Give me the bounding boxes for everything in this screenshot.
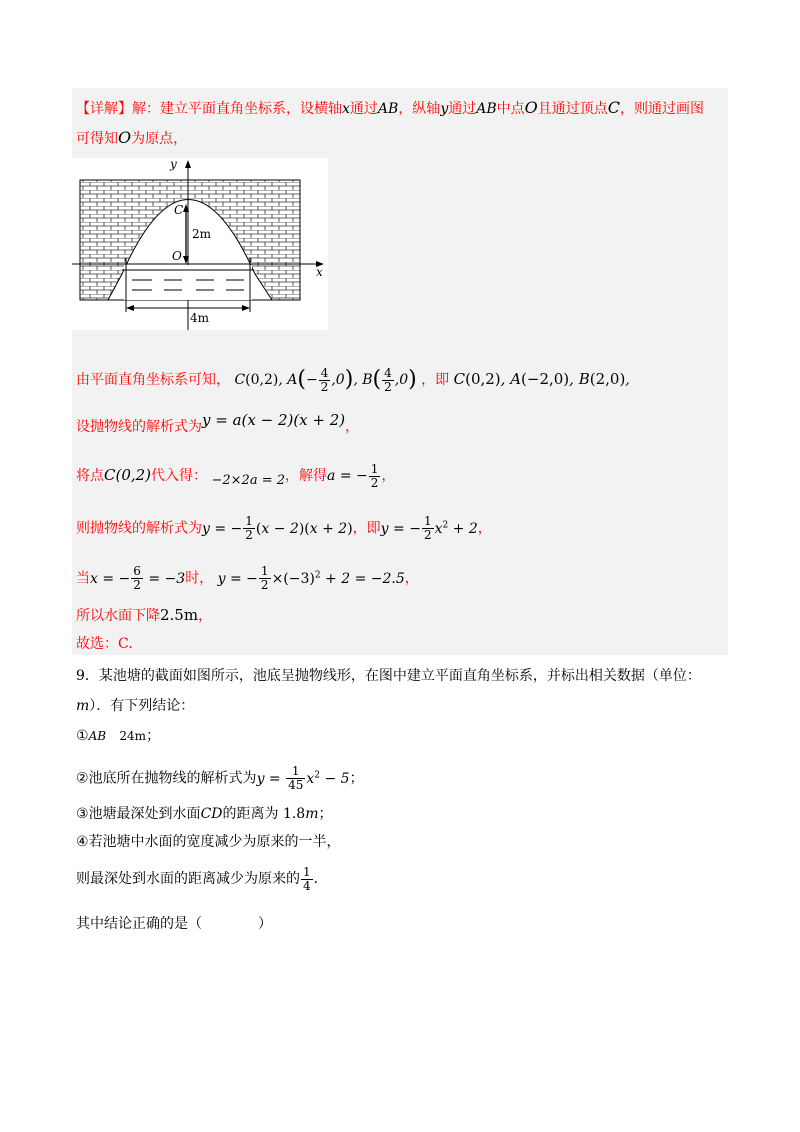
- intro-text-a: 解：建立平面直角坐标系，设横轴: [132, 101, 342, 117]
- conclusion-3: [76, 804, 333, 824]
- step2-text: 设抛物线的解析式为: [76, 419, 202, 435]
- conclusion-2: [76, 758, 364, 796]
- conclusion-1-ab: AB: [88, 729, 107, 743]
- step3-equation: −2×2a = 2: [211, 473, 286, 488]
- step1-coords-frac: C(0,2), A(− $\frac{4}{2}$ ,0), B( $\frac{4}{2}$ ,0): [234, 365, 417, 394]
- vertex-label: C: [174, 203, 184, 217]
- step3-text: 将点: [76, 468, 104, 484]
- y-symbol: y: [440, 101, 449, 117]
- step2-tail: ，: [345, 419, 360, 435]
- intro2-text-b: 为原点，: [131, 131, 188, 147]
- solution-step6: [76, 605, 212, 626]
- conclusion-4b-tail: ．: [313, 871, 328, 887]
- step4-mid: ，即: [352, 520, 381, 537]
- step1-tail: ，即: [421, 372, 450, 388]
- step4-formula: y = − $\frac{1}{2}$ (x − 2)(x + 2): [202, 514, 353, 543]
- intro-text-e: 中点: [496, 101, 525, 117]
- question-line1: 9．某池塘的截面如图所示，池底呈抛物线形，在图中建立平面直角坐标系，并标出相关数据（单位：: [76, 668, 701, 684]
- conclusion-3-text-a: 池塘最深处到水面: [88, 806, 201, 822]
- conclusion-2-text: 池底所在抛物线的解析式为: [88, 770, 257, 787]
- conclusion-3-tail: ；: [318, 806, 333, 822]
- conclusion-3-text-b: 的距离为 1.8: [222, 806, 306, 822]
- step4-text: 则抛物线的解析式为: [76, 520, 202, 537]
- y-axis-label: y: [170, 158, 177, 171]
- conclusion-2-tail: ；: [349, 770, 364, 787]
- bridge-figure: [72, 158, 328, 330]
- step5-mid: 时，: [185, 570, 214, 587]
- step5-tail: ，: [404, 570, 419, 587]
- conclusion-4-number: ④: [76, 834, 89, 850]
- conclusion-3-number: ③: [76, 806, 89, 822]
- step3-mid: 代入得：: [151, 468, 208, 484]
- conclusion-4b-text: 则最深处到水面的距离减少为原来的: [76, 871, 300, 887]
- conclusion-4-continued: [76, 862, 328, 896]
- conclusion-3-cd: CD: [200, 806, 223, 822]
- intro2-text-a: 可得知: [76, 131, 118, 147]
- conclusion-2-number: ②: [76, 770, 89, 787]
- step1-coords: C(0,2), A(−2,0), B(2,0): [453, 370, 626, 388]
- intro-text-f: 且通过顶点: [537, 101, 608, 117]
- step4-tail: ，: [477, 520, 492, 537]
- step5-text: 当: [76, 570, 90, 587]
- step6-tail: ，: [198, 608, 213, 624]
- step3-tail: ，: [381, 468, 396, 484]
- o-symbol: O: [524, 98, 538, 117]
- ab-symbol: AB: [377, 101, 399, 117]
- conclusion-1-tail: ；: [146, 728, 161, 744]
- origin-label: O: [172, 249, 182, 263]
- bridge-diagram: [72, 158, 328, 330]
- conclusion-3-unit: m: [305, 806, 319, 822]
- conclusion-1-number: ①: [76, 728, 89, 744]
- step6-text: 所以水面下降: [76, 608, 160, 624]
- conclusion-4b-frac: $\frac{1}{4}$: [303, 864, 311, 893]
- conclusion-2-formula: y = $\frac{1}{45}$ $x^2 - 5$: [256, 764, 350, 793]
- x-axis-label: x: [316, 265, 323, 279]
- question-prompt: 其中结论正确的是（ ）: [76, 916, 272, 932]
- conclusion-1: [76, 726, 160, 746]
- conclusion-4: [76, 832, 341, 852]
- step4-formula-expanded: y = − $\frac{1}{2}$ $x^2 + 2$: [380, 514, 478, 543]
- solution-tag: 【详解】: [76, 101, 132, 117]
- step6-value: 2.5m: [160, 606, 199, 624]
- conclusion-4-text: 若池塘中水面的宽度减少为原来的一半，: [88, 834, 341, 850]
- step3-point: C(0,2): [104, 466, 152, 484]
- solution-step7: 故选：C.: [76, 636, 133, 652]
- step1-text: 由平面直角坐标系可知，: [76, 372, 230, 388]
- solution-step5: [76, 558, 419, 596]
- step3-a-frac: $\frac{1}{2}$: [370, 461, 379, 490]
- step2-formula: y = a(x − 2)(x + 2): [202, 411, 346, 429]
- solution-step1: 由平面直角坐标系可知， C(0,2), A(− $\frac{4}{2}$ ,0), B( $\frac{4}{2}$ ,0) ，即 C(0,2), A(−2,0), B(2,0),: [76, 365, 630, 394]
- unit-m: m: [76, 698, 90, 714]
- x-symbol: x: [342, 101, 350, 117]
- question-line2: [76, 696, 194, 716]
- step5-y-value: y = − $\frac{1}{2}$ $\times(-3)^2 + 2 = -2.5$: [217, 564, 405, 593]
- step5-x-value: x = − $\frac{6}{2}$ = −3: [90, 564, 186, 593]
- intro-text-b: 通过: [349, 101, 378, 117]
- intro-text-d: 通过: [448, 101, 477, 117]
- solution-step3: [76, 458, 395, 498]
- width-label: 4m: [190, 311, 210, 325]
- solution-intro-line1: [76, 98, 704, 119]
- c-symbol: C: [607, 98, 621, 117]
- solution-step4: [76, 508, 492, 546]
- step3-a: a = −: [327, 468, 368, 484]
- conclusion-1-value: 24m: [119, 729, 147, 743]
- height-label: 2m: [192, 227, 212, 241]
- step3-mid2: ，解得: [285, 468, 328, 484]
- intro-text-g: ，则通过画图: [620, 101, 705, 117]
- o-symbol-2: O: [118, 128, 132, 147]
- intro-text-c: ，纵轴: [398, 101, 441, 117]
- solution-step2: [76, 410, 359, 437]
- question-line2-rest: ）．有下列结论：: [89, 698, 195, 714]
- ab-symbol-2: AB: [476, 101, 497, 117]
- solution-intro-line2: [76, 128, 187, 149]
